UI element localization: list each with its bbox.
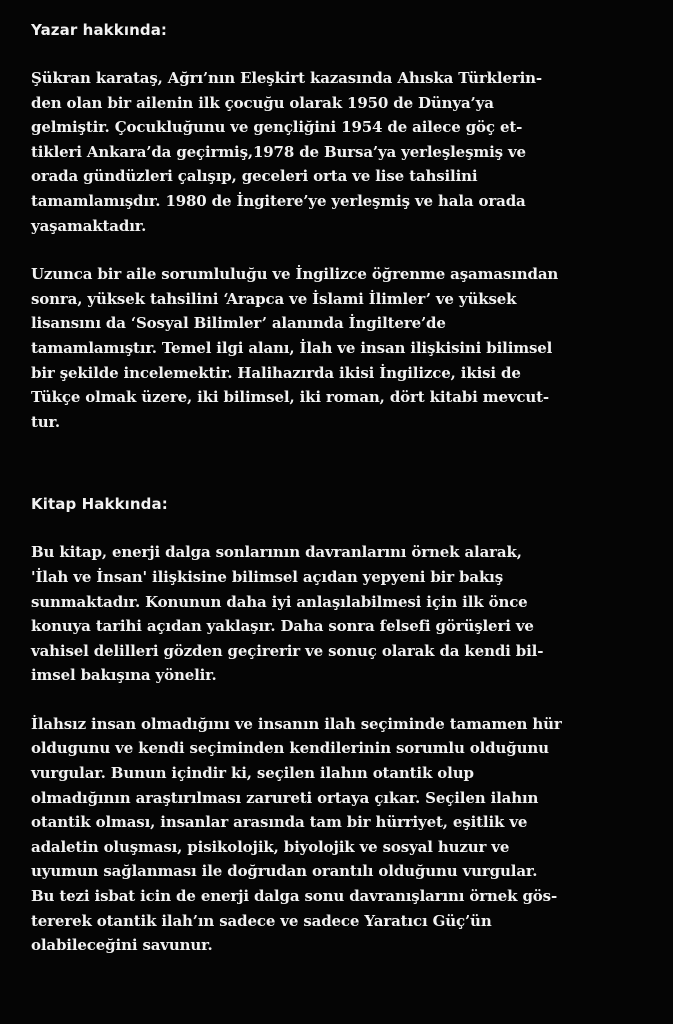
text-line: yaşamaktadır. (31, 216, 147, 235)
text-line: olmadığının araştırılması zarureti ortaya çıkar. Seçilen ilahın (31, 788, 539, 807)
text-line: oldugunu ve kendi seçiminden kendilerinin sorumlu olduğunu (31, 739, 549, 758)
text-line: Bu kitap, enerji dalga sonlarının davranlarını örnek alarak, (31, 543, 522, 562)
text-line: tur. (31, 412, 60, 431)
spacer (31, 688, 659, 712)
text-line: Tükçe olmak üzere, iki bilimsel, iki roman, dört kitabi mevcut- (31, 388, 549, 407)
document-page (31, 18, 659, 958)
text-line: den olan bir ailenin ilk çocuğu olarak 1950 de Dünya’ya (31, 93, 494, 112)
text-line: gelmiştir. Çocukluğunu ve gençliğini 1954 de ailece göç et- (31, 118, 523, 137)
text-line: olabileceğini savunur. (31, 936, 213, 955)
author-paragraph-1 (31, 66, 659, 238)
spacer (31, 238, 659, 262)
text-line: lisansını da ‘Sosyal Bilimler’ alanında İngiltere’de (31, 314, 446, 333)
text-line: orada gündüzleri çalışıp, geceleri orta ve lise tahsilini (31, 167, 478, 186)
text-line: imsel bakışına yönelir. (31, 666, 217, 685)
text-line: adaletin oluşması, pisikolojik, biyolojik ve sosyal huzur ve (31, 837, 510, 856)
text-line: vahisel delilleri gözden geçirerir ve sonuç olarak da kendi bil- (31, 641, 544, 660)
text-line: İlahsız insan olmadığını ve insanın ilah seçiminde tamamen hür (31, 714, 562, 733)
book-heading: Kitap Hakkında: (31, 495, 168, 514)
text-line: tikleri Ankara’da geçirmiş,1978 de Bursa’ya yerleşleşmiş ve (31, 142, 526, 161)
text-line: tamamlamışdır. 1980 de İngitere’ye yerleşmiş ve hala orada (31, 191, 526, 210)
text-line: 'İlah ve İnsan' ilişkisine bilimsel açıdan yepyeni bir bakış (31, 567, 504, 586)
author-heading: Yazar hakkında: (31, 21, 168, 39)
text-line: Şükran karataş, Ağrı’nın Eleşkirt kazasında Ahıska Türklerin- (31, 69, 542, 87)
text-line: otantik olması, insanlar arasında tam bir hürriyet, eşitlik ve (31, 813, 528, 832)
text-line: tamamlamıştır. Temel ilgi alanı, İlah ve insan ilişkisini bilimsel (31, 338, 553, 357)
text-line: konuya tarihi açıdan yaklaşır. Daha sonra felsefi görüşleri ve (31, 617, 534, 636)
spacer (31, 516, 659, 540)
spacer (31, 468, 659, 492)
text-line: Uzunca bir aile sorumluluğu ve İngilizce öğrenme aşamasından (31, 265, 559, 284)
text-line: sunmaktadır. Konunun daha iyi anlaşılabilmesi için ilk önce (31, 592, 528, 611)
author-paragraph-2 (31, 262, 659, 434)
text-line: Bu tezi isbat icin de enerji dalga sonu davranışlarını örnek gös- (31, 887, 558, 906)
book-paragraph-1 (31, 540, 659, 688)
text-line: sonra, yüksek tahsilini ‘Arapca ve İslami İlimler’ ve yüksek (31, 289, 517, 308)
text-line: bir şekilde incelemektir. Halihazırda ikisi İngilizce, ikisi de (31, 363, 521, 382)
spacer (31, 434, 659, 468)
text-line: vurgular. Bunun içindir ki, seçilen ilahın otantik olup (31, 764, 474, 783)
spacer (31, 42, 659, 66)
text-line: tererek otantik ilah’ın sadece ve sadece Yaratıcı Güç’ün (31, 911, 492, 930)
text-line: uyumun sağlanması ile doğrudan orantılı olduğunu vurgular. (31, 862, 538, 881)
book-paragraph-2 (31, 712, 659, 958)
